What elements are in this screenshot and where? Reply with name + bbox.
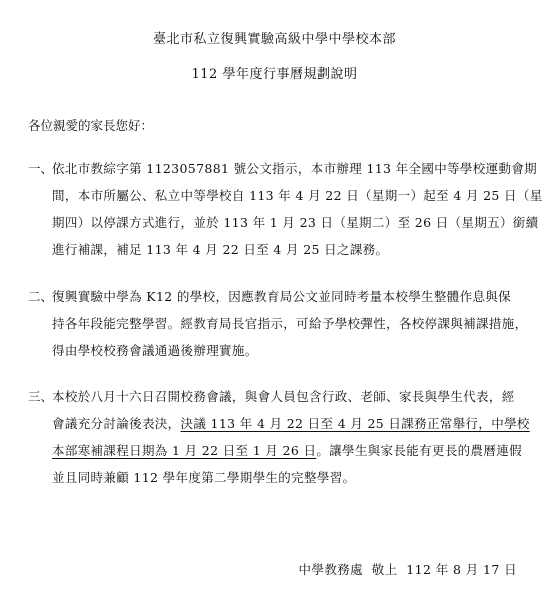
paragraph-line: 本校於八月十六日召開校務會議，與會人員包含行政、老師、家長與學生代表，經 — [52, 389, 515, 404]
paragraph-line: 復興實驗中學為 K12 的學校，因應教育局公文並同時考量本校學生整體作息與保 — [52, 289, 511, 304]
signature: 中學教務處 敬上 112 年 8 月 17 日 — [298, 562, 517, 577]
paragraph-line — [52, 441, 522, 459]
paragraph-line: 間，本市所屬公、私立中等學校自 113 年 4 月 22 日（星期一）起至 4 月 25 日（星 — [52, 188, 543, 203]
paragraph-line: 持各年段能完整學習。經教育局長官指示，可給予學校彈性，各校停課與補課措施， — [52, 316, 528, 331]
underlined-decision-text: 決議 113 年 4 月 22 日至 4 月 25 日課務正常舉行，中學校 — [180, 416, 530, 431]
document-subtitle: 112 學年度行事曆規劃說明 — [191, 67, 358, 82]
item-number: 三、 — [28, 389, 54, 404]
document-title: 臺北市私立復興實驗高級中學中學校本部 — [152, 32, 396, 47]
greeting: 各位親愛的家長您好： — [28, 118, 154, 133]
underlined-decision-text: 本部寒補課程日期為 1 月 22 日至 1 月 26 日 — [52, 443, 317, 458]
paragraph-line — [52, 414, 530, 432]
item-number: 一、 — [28, 161, 54, 176]
paragraph-text: 會議充分討論後表決， — [52, 416, 181, 431]
paragraph-text: 。讓學生與家長能有更長的農曆連假 — [316, 443, 522, 458]
paragraph-line: 進行補課，補足 113 年 4 月 22 日至 4 月 25 日之課務。 — [52, 242, 389, 257]
item-number: 二、 — [28, 289, 54, 304]
paragraph-line: 得由學校校務會議通過後辦理實施。 — [52, 343, 258, 358]
paragraph-line: 並且同時兼顧 112 學年度第二學期學生的完整學習。 — [52, 470, 356, 485]
paragraph-line: 期四）以停課方式進行，並於 113 年 1 月 23 日（星期二）至 26 日（星期五）銜續 — [52, 215, 539, 230]
paragraph-line: 依北市教綜字第 1123057881 號公文指示，本市辦理 113 年全國中等學校運動會期 — [52, 161, 538, 176]
